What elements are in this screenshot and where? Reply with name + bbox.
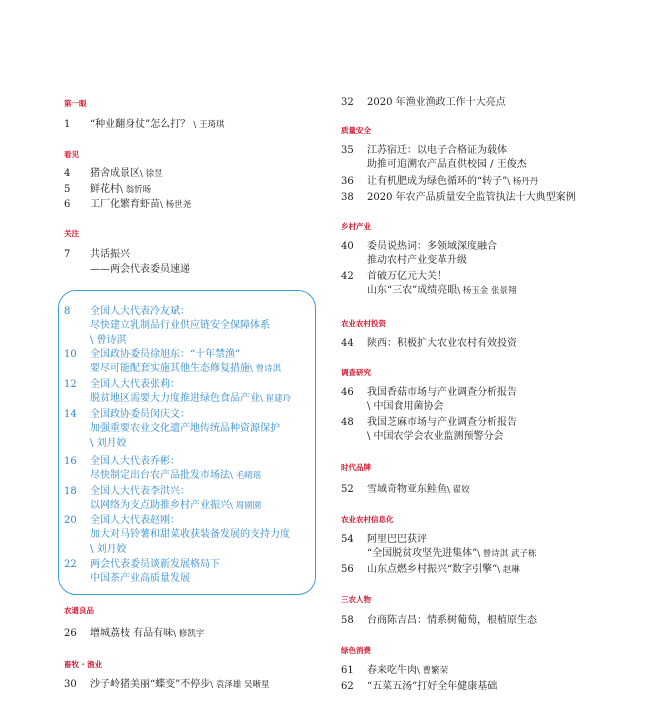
entry-subtitle: 加大对马铃薯和甜菜收获装备发展的支持力度 — [90, 529, 290, 540]
entry-subtitle: ——两会代表委员速递 — [90, 264, 190, 275]
entry-subtitle: 助推可追溯农产品直供校园 / 王俊杰 — [367, 159, 527, 170]
entry-subtitle: 加强重要农业文化遗产地传统品种资源保护 — [90, 423, 280, 434]
entry-subtitle: 中国茶产业高质量发展 — [90, 573, 190, 584]
entry-author: \ 杨玉金 张景翔 — [457, 286, 517, 296]
entry-title: 让有机肥成为绿色循环的“转子”\ 杨丹丹 — [367, 176, 539, 187]
entry-author: \ 刘月姣 — [90, 438, 127, 449]
page-number: 42 — [341, 271, 354, 282]
entry-title: 全国政协委员徐旭东：“十年禁渔” — [90, 349, 241, 360]
entry-subtitle: 推动农村产业变革升级 — [367, 255, 467, 266]
section-heading: 三农人物 — [341, 595, 371, 604]
section-heading: 农遗良品 — [64, 606, 94, 615]
entry-author: \ 中国农学会农业监测预警分会 — [367, 431, 504, 442]
entry-title: 共话振兴 — [90, 249, 130, 260]
entry-author: \ 翁忻旸 — [120, 185, 152, 195]
page-number: 62 — [341, 681, 354, 692]
page-number: 16 — [64, 456, 77, 467]
entry-title: 首破万亿元大关！ — [367, 271, 447, 282]
section-heading: 绿色消费 — [341, 646, 371, 655]
page-number: 10 — [64, 349, 77, 360]
section-heading: 质量安全 — [341, 126, 371, 135]
entry-author: \ 修凯宇 — [173, 629, 205, 639]
page-number: 36 — [341, 176, 354, 187]
page-number: 7 — [64, 249, 71, 260]
entry-title: 阿里巴巴获评 — [367, 534, 427, 545]
entry-title: 2020 年农产品质量安全监管执法十大典型案例 — [367, 192, 576, 203]
entry-title: 猪舍成景区\ 徐昱 — [90, 168, 163, 179]
entry-author: \ 周園園 — [230, 501, 262, 511]
entry-title: 工厂化繁育虾苗\ 杨世尧 — [90, 199, 192, 210]
entry-author: \ 毛晴瑶 — [230, 471, 262, 481]
page-number: 61 — [341, 665, 354, 676]
page-number: 22 — [64, 559, 77, 570]
entry-subtitle: 山东“三农”成绩亮眼\ 杨玉金 张景翔 — [367, 285, 517, 296]
section-heading: 第一眼 — [64, 99, 87, 108]
entry-title: 雪域奇物亚东鲑鱼\ 翟姣 — [367, 484, 470, 495]
entry-title: 沙子岭猪美丽“蝶变”不停步\ 袁泽雄 吴晰星 — [90, 679, 270, 690]
page-number: 56 — [341, 564, 354, 575]
page-number: 30 — [64, 679, 77, 690]
page-number: 54 — [341, 534, 354, 545]
entry-author: \ 曾诗淇 — [90, 335, 127, 346]
page-number: 6 — [64, 199, 71, 210]
entry-title: 两会代表委员谈新发展格局下 — [90, 559, 220, 570]
entry-title: 台商陈吉昌：情系树葡萄，根植原生态 — [367, 615, 537, 626]
entry-title: 增城荔枝 有品有味\ 修凯宇 — [90, 628, 205, 639]
entry-author: \ 刘月姣 — [90, 544, 127, 555]
page-number: 40 — [341, 241, 354, 252]
entry-title: 委员说热词：多领域深度融合 — [367, 241, 497, 252]
entry-title: 我国香菇市场与产业调查分析报告 — [367, 387, 517, 398]
entry-author: \ 杨丹丹 — [507, 177, 539, 187]
entry-title: 全国人大代表张莉： — [90, 379, 180, 390]
page-number: 38 — [341, 192, 354, 203]
entry-subtitle: 脱贫地区需要大力度推进绿色食品产业\ 崔建玲 — [90, 393, 292, 404]
page-number: 18 — [64, 486, 77, 497]
section-heading: 看见 — [64, 150, 79, 159]
page-number: 20 — [64, 515, 77, 526]
section-heading: 乡村产业 — [341, 222, 371, 231]
entry-title: 2020 年渔业渔政工作十大亮点 — [367, 97, 506, 108]
entry-title: 全国人大代表赵刚： — [90, 515, 180, 526]
section-heading: 农业农村信息化 — [341, 515, 394, 524]
page-number: 14 — [64, 409, 77, 420]
section-heading: 畜牧 · 渔业 — [64, 660, 103, 669]
entry-title: 春来吃牛肉\ 曹繁荣 — [367, 665, 449, 676]
entry-subtitle: 以网络为支点助推乡村产业振兴\ 周園園 — [90, 500, 262, 511]
entry-title: 全国人大代表李洪兴： — [90, 486, 190, 497]
page-number: 4 — [64, 168, 71, 179]
entry-author: \ 徐昱 — [140, 169, 163, 179]
entry-title: 我国芝麻市场与产业调查分析报告 — [367, 417, 517, 428]
page-number: 48 — [341, 417, 354, 428]
entry-subtitle: 尽快建立乳制品行业供应链安全保障体系 — [90, 320, 270, 331]
page-number: 32 — [341, 97, 354, 108]
page-number: 12 — [64, 379, 77, 390]
entry-title: 鲜花村\ 翁忻旸 — [90, 184, 152, 195]
entry-author: \ 杨世尧 — [160, 200, 192, 210]
entry-author: \ 翟姣 — [447, 485, 470, 495]
entry-title: 山东点燃乡村振兴“数字引擎”\ 赵琳 — [367, 564, 520, 575]
entry-title: 全国人大代表冷友斌： — [90, 306, 190, 317]
section-heading: 调查研究 — [341, 368, 371, 377]
entry-author: \ 崔建玲 — [260, 394, 292, 404]
entry-author: \ 曾诗淇 武子栋 — [477, 549, 537, 559]
page-number: 35 — [341, 145, 354, 156]
entry-author: \ 袁泽雄 吴晰星 — [210, 680, 270, 690]
entry-title: 陕西：积极扩大农业农村有效投资 — [367, 338, 517, 349]
entry-author: \ 曹繁荣 — [417, 666, 449, 676]
page-number: 58 — [341, 615, 354, 626]
entry-subtitle: “全国脱贫攻坚先进集体”\ 曾诗淇 武子栋 — [367, 548, 537, 559]
section-heading: 农业农村投资 — [341, 319, 386, 328]
entry-subtitle: 要尽可能配套实施其他生态修复措施\ 曾诗淇 — [90, 363, 282, 374]
entry-author: \ 中国食用菌协会 — [367, 401, 444, 412]
page-number: 5 — [64, 184, 71, 195]
page-number: 46 — [341, 387, 354, 398]
entry-subtitle: 尽快制定出台农产品批发市场法\ 毛晴瑶 — [90, 470, 262, 481]
page-number: 1 — [64, 119, 71, 130]
page-number: 52 — [341, 484, 354, 495]
page-number: 44 — [341, 338, 354, 349]
entry-author: \ 曾诗淇 — [250, 364, 282, 374]
entry-title: 全国政协委员闵庆文： — [90, 409, 190, 420]
entry-title: 江苏宿迁：以电子合格证为载体 — [367, 145, 507, 156]
page-number: 8 — [64, 306, 71, 317]
entry-title: “种业翻身仗”怎么打？ \ 王琦琪 — [90, 119, 225, 130]
entry-author: \ 王琦琪 — [193, 120, 225, 130]
entry-title: “五菜五汤”打好全年健康基础 — [367, 681, 498, 692]
entry-author: \ 赵琳 — [497, 565, 520, 575]
page-number: 26 — [64, 628, 77, 639]
entry-title: 全国人大代表乔彬： — [90, 456, 180, 467]
section-heading: 时代品牌 — [341, 463, 371, 472]
section-heading: 关注 — [64, 229, 79, 238]
